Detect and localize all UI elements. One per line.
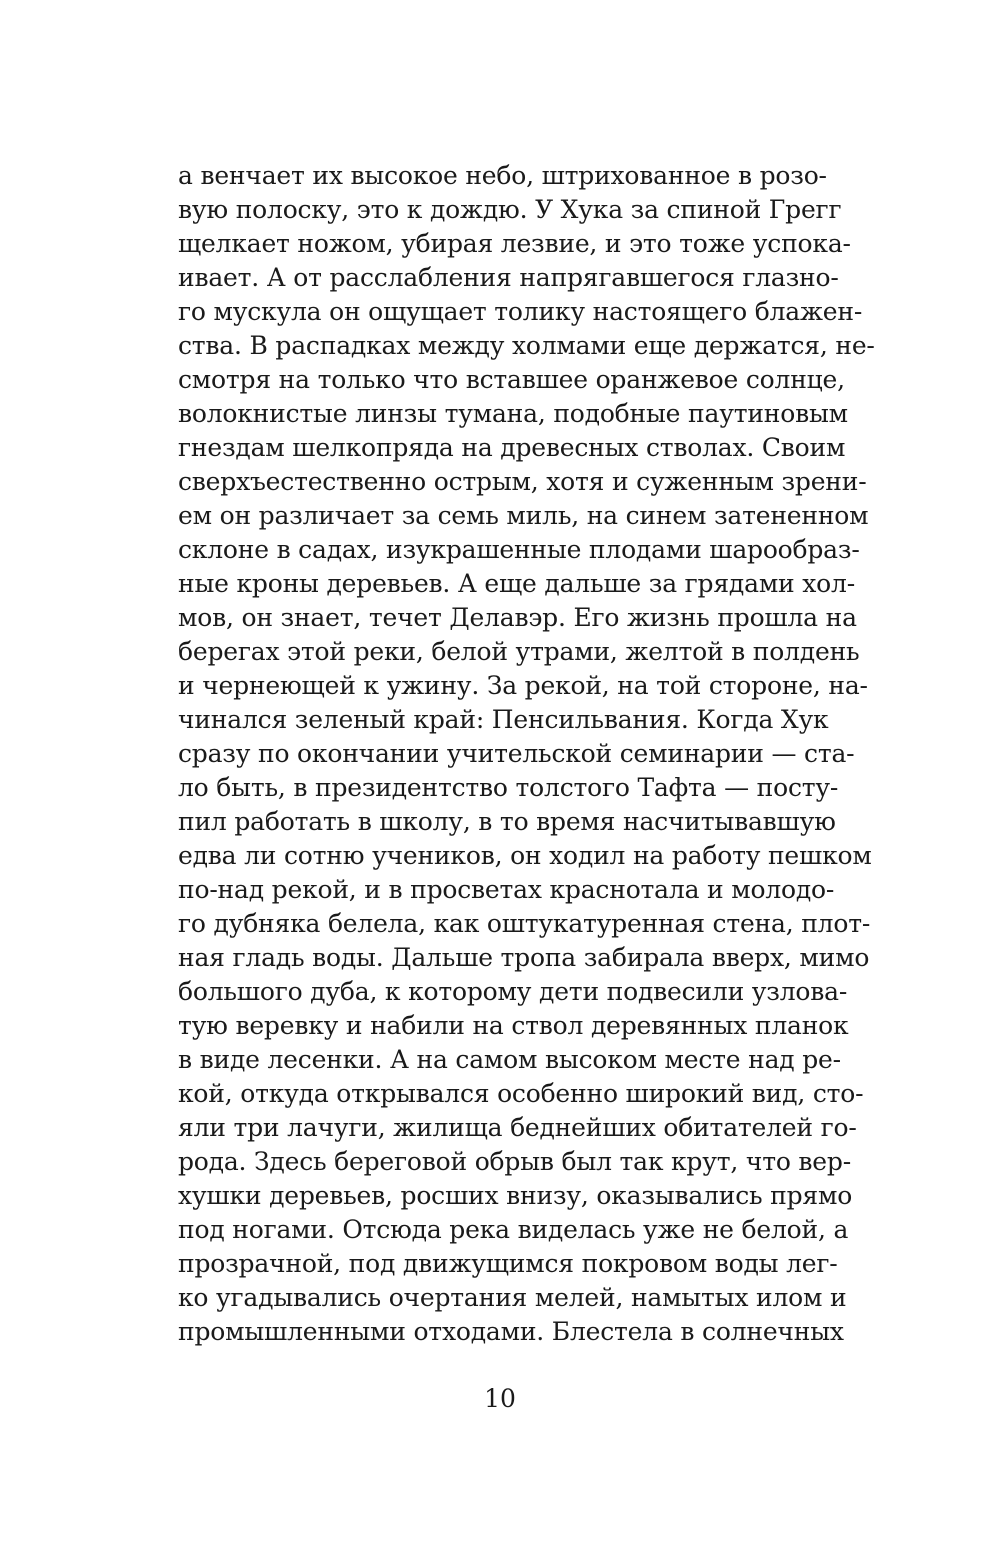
text-line: ем он различает за семь миль, на синем затененном xyxy=(178,501,869,530)
text-line: сразу по окончании учительской семинарии — ста- xyxy=(178,739,855,768)
text-line: кой, откуда открывался особенно широкий вид, сто- xyxy=(178,1079,864,1108)
text-line: ло быть, в президентство толстого Тафта — посту- xyxy=(178,773,839,802)
body-text xyxy=(178,159,875,1349)
text-line: большого дуба, к которому дети подвесили узлова- xyxy=(178,977,848,1006)
text-line: мов, он знает, течет Делавэр. Его жизнь прошла на xyxy=(178,603,857,632)
text-line: яли три лачуги, жилища беднейших обитателей го- xyxy=(178,1113,857,1142)
text-line: ства. В распадках между холмами еще держатся, не- xyxy=(178,331,875,360)
text-line: пил работать в школу, в то время насчитывавшую xyxy=(178,807,836,836)
text-line: го мускула он ощущает толику настоящего блажен- xyxy=(178,297,863,326)
text-line: волокнистые линзы тумана, подобные паутиновым xyxy=(178,399,848,428)
page-number: 10 xyxy=(484,1384,516,1413)
text-line: гнездам шелкопряда на древесных стволах. Своим xyxy=(178,433,846,462)
text-line: тую веревку и набили на ствол деревянных планок xyxy=(178,1011,849,1040)
text-line: го дубняка белела, как оштукатуренная стена, плот- xyxy=(178,909,871,938)
text-line: чинался зеленый край: Пенсильвания. Когда Хук xyxy=(178,705,829,734)
text-line: ные кроны деревьев. А еще дальше за грядами хол- xyxy=(178,569,855,598)
text-line: склоне в садах, изукрашенные плодами шарообраз- xyxy=(178,535,860,564)
text-line: промышленными отходами. Блестела в солнечных xyxy=(178,1317,844,1346)
text-line: по-над рекой, и в просветах краснотала и молодо- xyxy=(178,875,835,904)
text-line: смотря на только что вставшее оранжевое солнце, xyxy=(178,365,845,394)
text-line: ивает. А от расслабления напрягавшегося глазно- xyxy=(178,263,839,292)
text-line: под ногами. Отсюда река виделась уже не белой, а xyxy=(178,1215,849,1244)
text-line: едва ли сотню учеников, он ходил на работу пешком xyxy=(178,841,872,870)
text-line: хушки деревьев, росших внизу, оказывались прямо xyxy=(178,1181,853,1210)
text-line: рода. Здесь береговой обрыв был так крут, что вер- xyxy=(178,1147,851,1176)
text-line: берегах этой реки, белой утрами, желтой в полдень xyxy=(178,637,860,666)
text-line: в виде лесенки. А на самом высоком месте над ре- xyxy=(178,1045,841,1074)
text-line: сверхъестественно острым, хотя и суженным зрени- xyxy=(178,467,867,496)
text-line: вую полоску, это к дождю. У Хука за спиной Грегг xyxy=(178,195,842,224)
text-line: а венчает их высокое небо, штрихованное в розо- xyxy=(178,161,827,190)
text-line: прозрачной, под движущимся покровом воды лег- xyxy=(178,1249,838,1278)
text-line: щелкает ножом, убирая лезвие, и это тоже успока- xyxy=(178,229,851,258)
text-line: ная гладь воды. Дальше тропа забирала вверх, мимо xyxy=(178,943,870,972)
text-line: ко угадывались очертания мелей, намытых илом и xyxy=(178,1283,847,1312)
text-line: и чернеющей к ужину. За рекой, на той стороне, на- xyxy=(178,671,868,700)
